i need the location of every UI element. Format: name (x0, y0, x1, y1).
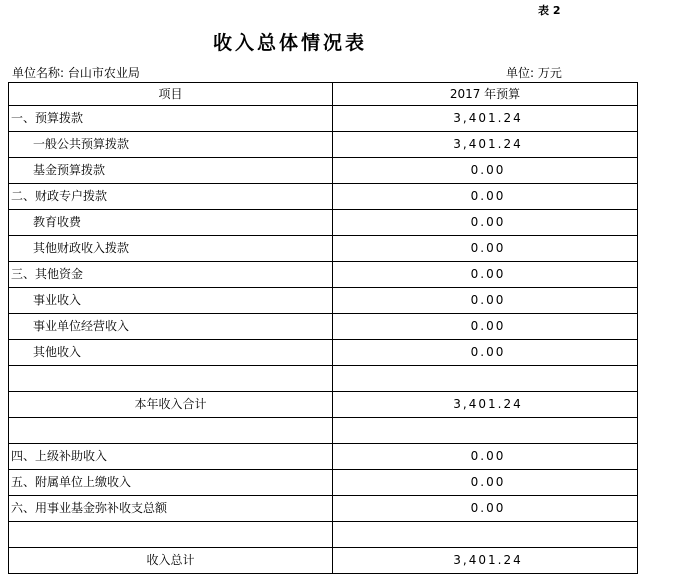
table-row (9, 418, 638, 444)
table-row (9, 548, 638, 574)
row-label: 六、用事业基金弥补收支总额 (9, 496, 333, 522)
table-row (9, 262, 638, 288)
row-value-cell (333, 496, 638, 522)
row-value: 3,401.24 (453, 553, 523, 567)
row-value: 0.00 (470, 163, 506, 177)
row-value-cell (333, 392, 638, 418)
row-value-cell (333, 340, 638, 366)
row-value-cell (333, 548, 638, 574)
table-row (9, 106, 638, 132)
row-label (9, 418, 333, 444)
row-label: 本年收入合计 (9, 392, 333, 418)
page-title: 收入总体情况表 (213, 32, 368, 54)
row-value-cell (333, 132, 638, 158)
row-value: 3,401.24 (453, 137, 523, 151)
row-label (9, 366, 333, 392)
table-row (9, 366, 638, 392)
row-label: 三、其他资金 (9, 262, 333, 288)
row-value-cell (333, 236, 638, 262)
row-value-cell (333, 158, 638, 184)
row-value: 0.00 (470, 189, 506, 203)
row-label (9, 522, 333, 548)
row-label: 基金预算拨款 (9, 158, 333, 184)
table-row (9, 444, 638, 470)
row-value-cell (333, 210, 638, 236)
table-row (9, 522, 638, 548)
row-label: 五、附属单位上缴收入 (9, 470, 333, 496)
row-value (482, 423, 488, 437)
row-value-cell (333, 288, 638, 314)
row-label: 事业收入 (9, 288, 333, 314)
row-value: 3,401.24 (453, 111, 523, 125)
table-row (9, 210, 638, 236)
row-value: 0.00 (470, 241, 506, 255)
table-row (9, 158, 638, 184)
currency-unit: 单位: 万元 (506, 66, 562, 80)
row-value-cell (333, 106, 638, 132)
row-value: 0.00 (470, 215, 506, 229)
row-value-cell (333, 366, 638, 392)
row-label: 一般公共预算拨款 (9, 132, 333, 158)
table-row (9, 236, 638, 262)
row-value: 0.00 (470, 319, 506, 333)
table-row (9, 132, 638, 158)
row-value: 0.00 (470, 475, 506, 489)
table-row (9, 288, 638, 314)
row-label: 收入总计 (9, 548, 333, 574)
row-label: 教育收费 (9, 210, 333, 236)
row-value-cell (333, 418, 638, 444)
unit-name: 单位名称: 台山市农业局 (12, 66, 140, 80)
row-value-cell (333, 522, 638, 548)
table-row (9, 496, 638, 522)
row-label: 其他收入 (9, 340, 333, 366)
row-value-cell (333, 262, 638, 288)
row-value: 0.00 (470, 449, 506, 463)
row-label: 事业单位经营收入 (9, 314, 333, 340)
row-value: 3,401.24 (453, 397, 523, 411)
row-label: 一、预算拨款 (9, 106, 333, 132)
table-header-row (9, 83, 638, 106)
table-row (9, 184, 638, 210)
row-value-cell (333, 314, 638, 340)
row-value-cell (333, 444, 638, 470)
table-label: 表 2 (538, 4, 561, 17)
table-row (9, 470, 638, 496)
header-item: 项目 (9, 83, 333, 106)
row-value: 0.00 (470, 345, 506, 359)
row-value (482, 371, 488, 385)
row-value: 0.00 (470, 293, 506, 307)
row-value (482, 527, 488, 541)
table-row (9, 392, 638, 418)
row-label: 四、上级补助收入 (9, 444, 333, 470)
income-summary-table (8, 82, 638, 574)
row-label: 二、财政专户拨款 (9, 184, 333, 210)
table-body (9, 106, 638, 574)
table-row (9, 340, 638, 366)
row-value-cell (333, 184, 638, 210)
row-label: 其他财政收入拨款 (9, 236, 333, 262)
row-value: 0.00 (470, 501, 506, 515)
table-row (9, 314, 638, 340)
row-value-cell (333, 470, 638, 496)
row-value: 0.00 (470, 267, 506, 281)
header-budget-2017: 2017 年预算 (333, 83, 638, 106)
